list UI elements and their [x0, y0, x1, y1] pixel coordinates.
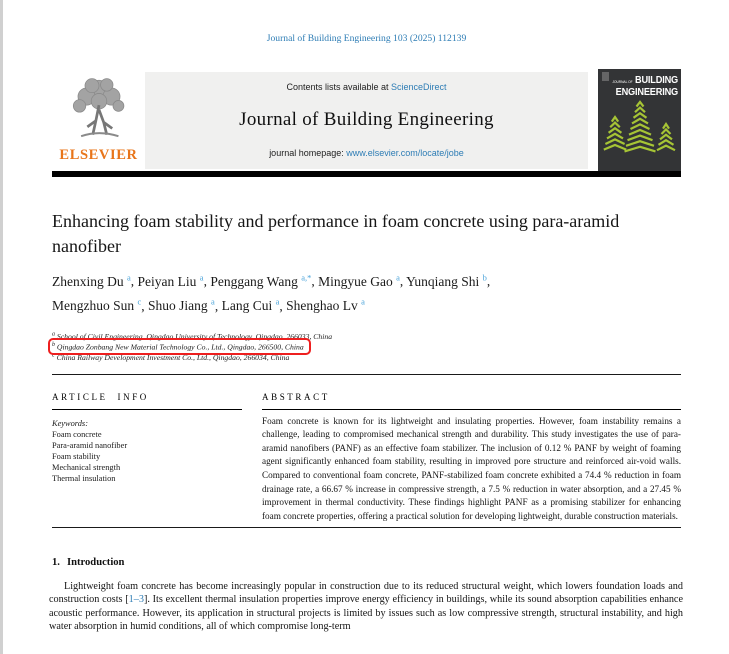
journal-header: [52, 69, 681, 171]
intro-text: ]. Its excellent thermal insulation properties improve energy efficiency in buildings, while its sound absorption capabilities enhance acoustic performance. However, its application in structural projects is limited by issues such as low compressive strength, structural instability, and high water absorption in humid conditions, all of which compromise long-term: [49, 594, 683, 632]
author-list: Zhenxing Du $^a$, Peiyan Liu $^a$, Penggang Wang $^{a,*}$, Mingyue Gao $^a$, Yunqiang Shi $^b$, Mengzhuo Sun $^c$, Shuo Jiang $^a$, Lang Cui $^a$, Shenghao Lv $^a$: [52, 272, 491, 313]
author: Lang Cui $^a$: [221, 296, 280, 313]
affiliation: $^a$ School of Civil Engineering, Qingdao University of Technology, Qingdao, 266033, China: [52, 331, 333, 341]
elsevier-logo[interactable]: [52, 69, 145, 171]
cover-trees-graphic: [598, 98, 681, 156]
keyword-item: Foam stability: [52, 451, 101, 461]
homepage-line: [269, 148, 464, 158]
contents-line-text: Contents lists available at: [286, 82, 392, 92]
author: Zhenxing Du $^a$: [52, 272, 131, 289]
info-abstract-section: [52, 392, 681, 523]
section-title: Introduction: [66, 557, 125, 569]
intro-paragraph: [49, 580, 683, 633]
header-divider-bar: [52, 171, 681, 177]
journal-banner: [145, 72, 588, 169]
page-edge: [0, 0, 3, 654]
keyword-item: Para-aramid nanofiber: [52, 440, 128, 450]
article-title: Enhancing foam stability and performance in foam concrete using para-aramid nanofiber: [52, 211, 620, 256]
elsevier-tree-icon: [64, 72, 134, 146]
journal-cover-thumbnail[interactable]: [598, 69, 681, 171]
affiliation-list: [52, 329, 681, 361]
author: Mengzhuo Sun $^c$: [52, 296, 142, 313]
sciencedirect-link[interactable]: ScienceDirect: [391, 82, 447, 92]
author: Shenghao Lv $^a$: [286, 296, 365, 313]
journal-homepage-link[interactable]: www.elsevier.com/locate/jobe: [346, 148, 464, 158]
author: Penggang Wang $^{a,*}$: [210, 272, 312, 289]
author: Shuo Jiang $^a$: [148, 296, 215, 313]
elsevier-wordmark: ELSEVIER: [59, 147, 138, 163]
author: Mingyue Gao $^a$: [318, 272, 400, 289]
abstract-heading: ABSTRACT: [262, 391, 330, 402]
cover-title: [604, 76, 678, 97]
section-divider: [52, 374, 681, 375]
author: Yunqiang Shi $^b$: [406, 272, 487, 289]
heading-rule: [52, 409, 242, 410]
cover-journal-of: JOURNAL OF: [612, 80, 633, 84]
journal-title: Journal of Building Engineering: [239, 109, 494, 130]
article-info-heading: ARTICLE INFO: [52, 391, 149, 402]
homepage-line-text: journal homepage:: [269, 148, 347, 158]
abstract-column: [262, 392, 681, 523]
intro-text: Lightweight foam concrete has become increasingly popular in construction due to its reduced structural weight, which lowers foundation loads and construction costs [: [49, 581, 683, 606]
heading-rule: [262, 409, 681, 410]
contents-line: [286, 82, 446, 92]
affiliation-highlighted-annotation: $^b$ Qingdao Zonbang New Material Technology Co., Ltd., Qingdao, 266500, China: [48, 338, 311, 356]
cover-title-line1: BUILDING: [635, 75, 678, 86]
cover-title-line2: ENGINEERING: [615, 86, 678, 98]
section-number: 1.: [52, 557, 60, 569]
article-info-column: [52, 392, 242, 523]
section-divider: [52, 527, 681, 528]
keywords-label: Keywords:: [52, 418, 88, 428]
keyword-list: [52, 429, 242, 484]
keyword-item: Mechanical strength: [52, 462, 121, 472]
citation-header-link[interactable]: Journal of Building Engineering 103 (2025) 112139: [266, 33, 467, 44]
abstract-text: Foam concrete is known for its lightweight and insulating properties. However, foam instability remains a challenge, leading to compromised mechanical strength and durability. This study investigates the use of para-aramid nanofibers (PANF) as an effective foam stabilizer. The inclusion of 0.12 % PANF by weight of foaming agent significantly enhanced foam stability, resulting in improved pore structure and reinforced air-void walls. Compared to conventional foam concrete, PANF-stabilized foam concrete exhibited a 74.4 % reduction in foam drainage rate, a 66.67 % increase in compressive strength, a 7.5 % reduction in water absorption, and a 27.45 % improvement in thermal conductivity. These findings highlight PANF as a promising stabilizer for enhancing foam concrete properties, offering a practical solution for developing lightweight, durable construction materials.: [262, 415, 681, 521]
keyword-item: Thermal insulation: [52, 473, 116, 483]
reference-link[interactable]: 1–3: [128, 594, 144, 606]
keyword-item: Foam concrete: [52, 429, 102, 439]
affiliation: $^c$ China Railway Development Investment Co., Ltd., Qingdao, 266034, China: [52, 352, 290, 362]
introduction-heading: [52, 557, 681, 568]
author: Peiyan Liu $^a$: [137, 272, 204, 289]
